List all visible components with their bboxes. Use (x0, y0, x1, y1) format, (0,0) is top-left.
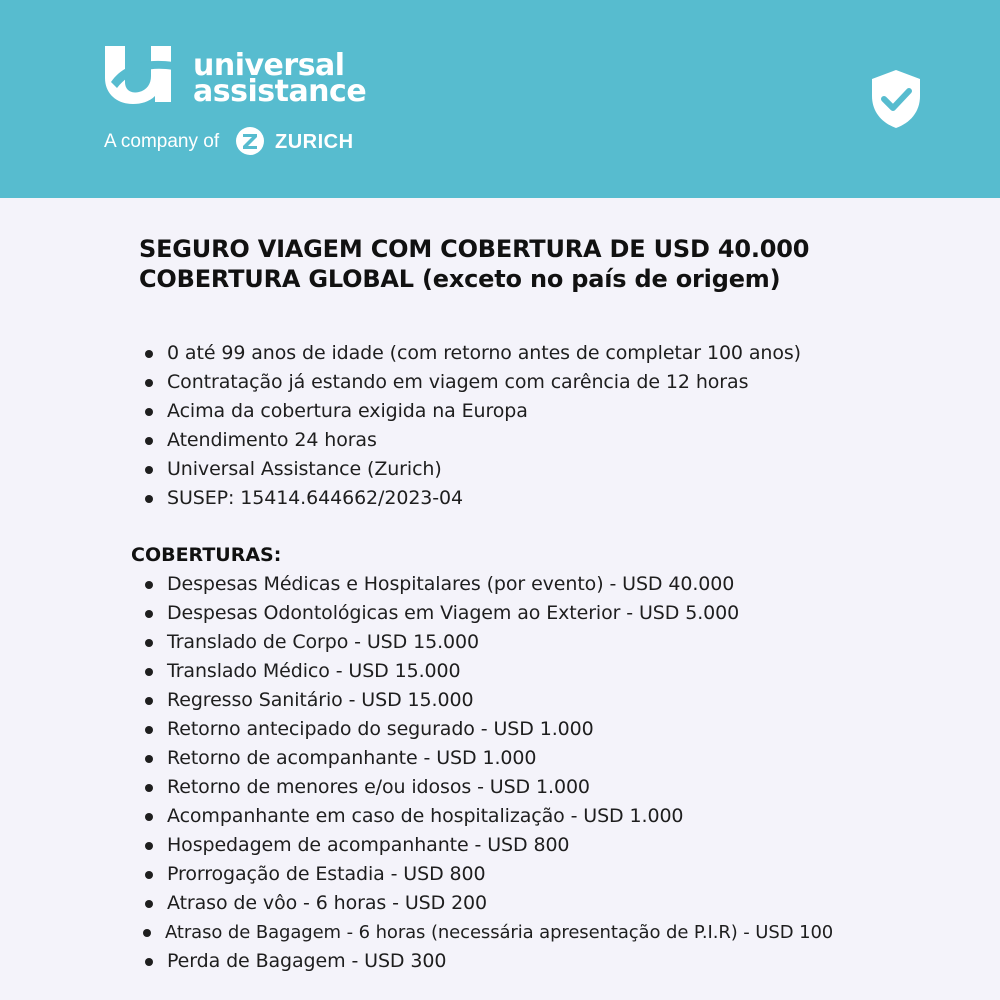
shield-check-icon (868, 68, 924, 130)
company-of-text: A company of (104, 131, 220, 152)
title-line2: COBERTURA GLOBAL (exceto no país de origem) (139, 265, 781, 293)
list-item: Regresso Sanitário - USD 15.000 (0, 686, 833, 715)
list-item: Hospedagem de acompanhante - USD 800 (0, 831, 833, 860)
coverages-heading: COBERTURAS: (131, 544, 282, 566)
list-item: Translado de Corpo - USD 15.000 (0, 628, 833, 657)
list-item: Prorrogação de Estadia - USD 800 (0, 860, 833, 889)
features-list (0, 339, 801, 513)
list-item: Despesas Odontológicas em Viagem ao Exterior - USD 5.000 (0, 599, 833, 628)
list-item: Retorno de acompanhante - USD 1.000 (0, 744, 833, 773)
partner-name: ZURICH (275, 131, 354, 153)
list-item: Translado Médico - USD 15.000 (0, 657, 833, 686)
list-item: Contratação já estando em viagem com carência de 12 horas (0, 368, 801, 397)
list-item: Retorno de menores e/ou idosos - USD 1.000 (0, 773, 833, 802)
brand-name-line1: universal (193, 48, 345, 83)
universal-assistance-logo-icon (103, 42, 183, 106)
list-item: Universal Assistance (Zurich) (0, 455, 801, 484)
zurich-logo-icon (235, 126, 265, 156)
list-item: Acompanhante em caso de hospitalização - USD 1.000 (0, 802, 833, 831)
list-item: Perda de Bagagem - USD 300 (0, 947, 833, 976)
list-item: SUSEP: 15414.644662/2023-04 (0, 484, 801, 513)
page-title (139, 234, 809, 294)
brand-name-line2: assistance (193, 74, 367, 109)
list-item: Atraso de Bagagem - 6 horas (necessária apresentação de P.I.R) - USD 100 (0, 918, 833, 947)
list-item: 0 até 99 anos de idade (com retorno antes de completar 100 anos) (0, 339, 801, 368)
list-item: Atraso de vôo - 6 horas - USD 200 (0, 889, 833, 918)
list-item: Despesas Médicas e Hospitalares (por evento) - USD 40.000 (0, 570, 833, 599)
list-item: Retorno antecipado do segurado - USD 1.000 (0, 715, 833, 744)
title-line1: SEGURO VIAGEM COM COBERTURA DE USD 40.000 (139, 235, 810, 263)
list-item: Atendimento 24 horas (0, 426, 801, 455)
coverages-list (0, 570, 833, 976)
list-item: Acima da cobertura exigida na Europa (0, 397, 801, 426)
header-banner (0, 0, 1000, 198)
